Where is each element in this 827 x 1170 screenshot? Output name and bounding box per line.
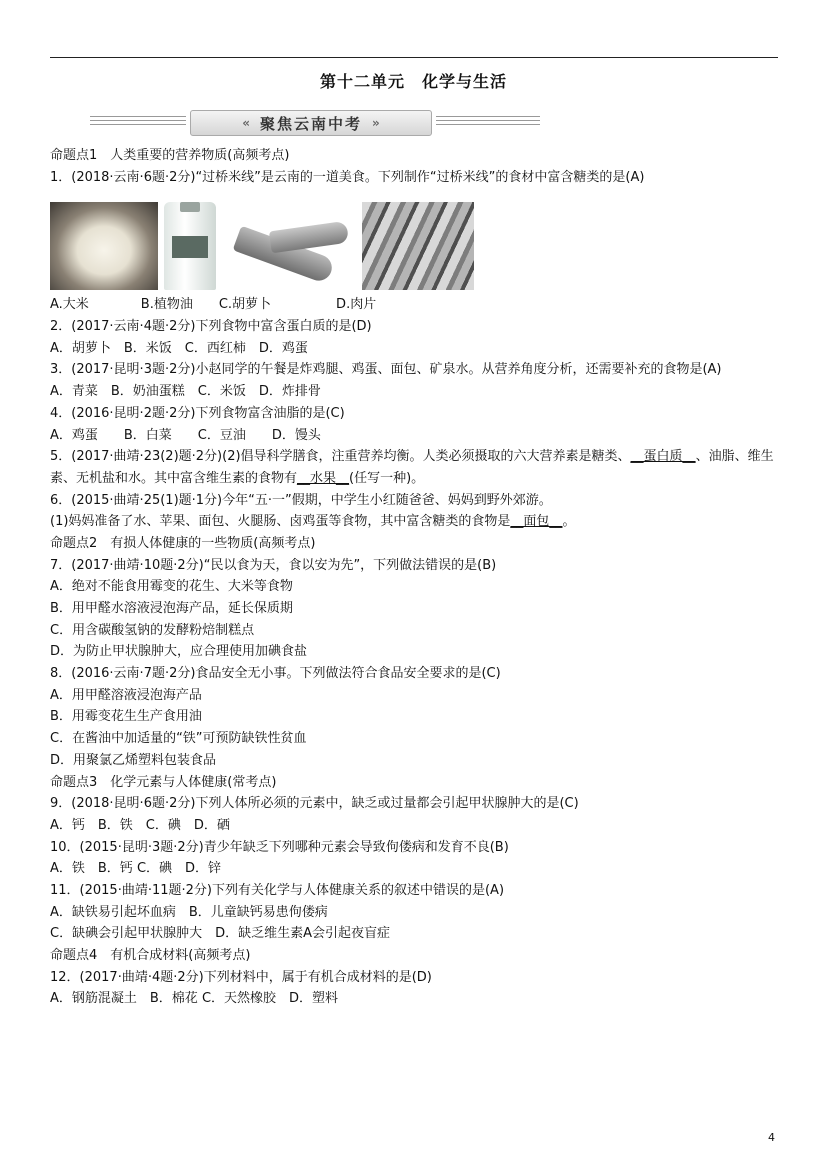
- question-8: 8．(2016·云南·7题·2分)食品安全无小事。下列做法符合食品安全要求的是(C): [50, 666, 501, 682]
- question-6-part-1-stem: (1)妈妈准备了水、苹果、面包、火腿肠、卤鸡蛋等食物，其中富含糖类的食物是: [50, 514, 511, 530]
- carrot-photo-icon: [222, 202, 352, 290]
- question-6-part-1-end: 。: [562, 514, 576, 530]
- topic-heading-1: 命题点1 人类重要的营养物质(高频考点): [50, 148, 290, 163]
- oil-bottle-photo-icon: [164, 202, 216, 290]
- question-10: 10．(2015·昆明·3题·2分)青少年缺乏下列哪种元素会导致佝偻病和发育不良(B): [50, 839, 509, 855]
- banner-right-lines: [436, 116, 540, 142]
- question-2-options: A．胡萝卜 B．米饭 C．西红柿 D．鸡蛋: [50, 340, 308, 356]
- page-number: 4: [768, 1131, 775, 1144]
- question-4-options: A．鸡蛋 B．白菜 C．豆油 D．馒头: [50, 427, 321, 443]
- food-photos: [50, 202, 780, 290]
- question-7: 7．(2017·曲靖·10题·2分)“民以食为天，食以安为先”，下列做法错误的是(B): [50, 557, 497, 573]
- section-banner: [90, 109, 540, 135]
- question-9-options: A．钙 B．铁 C．碘 D．硒: [50, 817, 230, 833]
- banner-left-lines: [90, 116, 186, 142]
- question-8-option-d: D．用聚氯乙烯塑料包装食品: [50, 752, 217, 768]
- document-body: [50, 145, 780, 1010]
- question-8-option-a: A．用甲醛溶液浸泡海产品: [50, 687, 202, 703]
- question-8-option-c: C．在酱油中加适量的“铁”可预防缺铁性贫血: [50, 731, 307, 747]
- question-7-option-d: D．为防止甲状腺肿大，应合理使用加碘食盐: [50, 644, 308, 660]
- banner-left-arrows: «: [242, 116, 250, 130]
- question-4: 4．(2016·昆明·2题·2分)下列食物富含油脂的是(C): [50, 405, 345, 421]
- question-7-option-c: C．用含碳酸氢钠的发酵粉焙制糕点: [50, 622, 255, 638]
- question-11: 11．(2015·曲靖·11题·2分)下列有关化学与人体健康关系的叙述中错误的是(A): [50, 882, 505, 898]
- topic-heading-3: 命题点3 化学元素与人体健康(常考点): [50, 774, 277, 790]
- question-10-options: A．铁 B．钙 C．碘 D．锌: [50, 861, 222, 877]
- question-6: 6．(2015·曲靖·25(1)题·1分)今年“五·一”假期，中学生小红随爸爸、妈妈到野外郊游。: [50, 492, 552, 508]
- question-5-middle: 、油脂、维生素、无机盐和水。其中富含维生素的食物有: [50, 449, 774, 486]
- question-12-options: A．钢筋混凝土 B．棉花 C．天然橡胶 D．塑料: [50, 991, 339, 1007]
- question-2: 2．(2017·云南·4题·2分)下列食物中富含蛋白质的是(D): [50, 319, 372, 335]
- topic-heading-2: 命题点2 有损人体健康的一些物质(高频考点): [50, 535, 316, 551]
- topic-heading-4: 命题点4 有机合成材料(高频考点): [50, 948, 251, 964]
- answer-blank-protein: __蛋白质__: [630, 449, 696, 465]
- question-1-options: A.大米 B.植物油 C.胡萝卜 D.肉片: [50, 297, 377, 313]
- answer-blank-bread: __面包__: [510, 514, 563, 530]
- question-1: 1．(2018·云南·6题·2分)“过桥米线”是云南的一道美食。下列制作“过桥米线”的食材中富含糖类的是(A): [50, 169, 645, 185]
- question-11-options-ab: A．缺铁易引起坏血病 B．儿童缺钙易患佝偻病: [50, 904, 328, 920]
- banner-box: [190, 110, 432, 136]
- question-8-option-b: B．用霉变花生生产食用油: [50, 709, 202, 725]
- question-11-options-cd: C．缺碘会引起甲状腺肿大 D．缺乏维生素A会引起夜盲症: [50, 926, 390, 942]
- header-rule: [50, 57, 778, 58]
- answer-blank-fruit: __水果__: [297, 470, 350, 486]
- question-7-option-a: A．绝对不能食用霉变的花生、大米等食物: [50, 579, 293, 595]
- question-9: 9．(2018·昆明·6题·2分)下列人体所必须的元素中，缺乏或过量都会引起甲状腺肿大的是(C): [50, 796, 579, 812]
- question-3-options: A．青菜 B．奶油蛋糕 C．米饭 D．炸排骨: [50, 384, 321, 400]
- question-3: 3．(2017·昆明·3题·2分)小赵同学的午餐是炸鸡腿、鸡蛋、面包、矿泉水。从营养角度分析，还需要补充的食物是(A): [50, 362, 722, 378]
- banner-right-arrows: »: [372, 116, 380, 130]
- question-5-stem: 5．(2017·曲靖·23(2)题·2分)(2)倡导科学膳食，注重营养均衡。人类必须摄取的六大营养素是糖类、: [50, 449, 631, 465]
- question-5-end: (任写一种)。: [349, 470, 425, 486]
- rice-photo-icon: [50, 202, 158, 290]
- page-title: 第十二单元 化学与生活: [319, 72, 507, 91]
- question-6-part-1: [50, 511, 780, 533]
- meat-slice-photo-icon: [362, 202, 474, 290]
- question-5: [50, 446, 780, 489]
- question-12: 12．(2017·曲靖·4题·2分)下列材料中，属于有机合成材料的是(D): [50, 969, 432, 985]
- banner-text: 聚焦云南中考: [259, 114, 362, 133]
- question-7-option-b: B．用甲醛水溶液浸泡海产品，延长保质期: [50, 601, 293, 617]
